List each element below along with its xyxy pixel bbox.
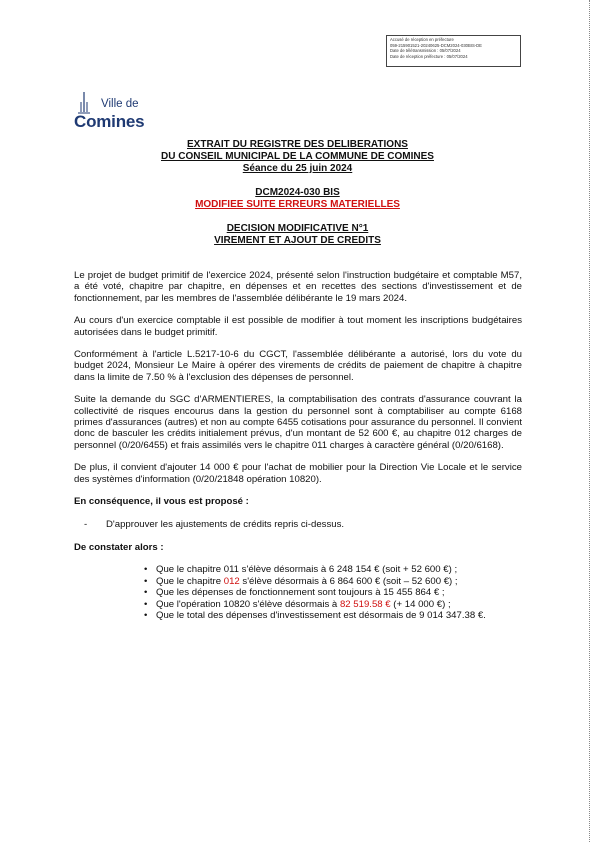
list-item-text: (+ 14 000 €) ; bbox=[390, 598, 451, 610]
document-header bbox=[60, 139, 535, 259]
paragraph-article: Conformément à l'article L.5217-10-6 du CGCT, l'assemblée délibérante a autorisé, lors du vote du budget 2024, Monsieur Le Maire à opérer des virements de crédits de paiement de chapitre à chapitre dans la limite de 7.50 % à l'exclusion des dépenses de personnel. bbox=[74, 349, 522, 383]
list-item bbox=[74, 576, 522, 587]
stamp-line: Accusé de réception en préfecture bbox=[390, 37, 454, 42]
document-body bbox=[74, 270, 522, 621]
list-item bbox=[74, 599, 522, 610]
proposal-list bbox=[74, 519, 522, 530]
paragraph-furniture: De plus, il convient d'ajouter 14 000 € pour l'achat de mobilier pour la Direction Vie Locale et le service des systèmes d'information (0/20/21848 opération 10820). bbox=[74, 462, 522, 485]
header-line-2: DU CONSEIL MUNICIPAL DE LA COMMUNE DE COMINES bbox=[161, 151, 434, 162]
decision-title: DECISION MODIFICATIVE N°1 bbox=[226, 223, 369, 234]
paragraph-budget: Le projet de budget primitif de l'exercice 2024, présenté selon l'instruction budgétaire et comptable M57, a été voté, chapitre par chapitre, en dépenses et en recettes des sections d'investissement et de fonctionnement, par les membres de l'assemblée délibérante le 19 mars 2024. bbox=[74, 270, 522, 304]
page-edge bbox=[589, 0, 591, 842]
modification-notice: MODIFIEE SUITE ERREURS MATERIELLES bbox=[195, 199, 400, 210]
church-icon bbox=[74, 92, 100, 114]
stamp-line: Date de télétransmission : 05/07/2024 bbox=[390, 48, 461, 54]
list-item-text: s'élève désormais à 6 864 600 € (soit – 52 600 €) ; bbox=[239, 575, 458, 587]
findings-list bbox=[74, 564, 522, 621]
highlight-chapter: 012 bbox=[223, 575, 240, 587]
session-date: Séance du 25 juin 2024 bbox=[242, 163, 353, 174]
constater-heading: De constater alors : bbox=[74, 541, 164, 553]
logo-ville-text: Ville de bbox=[101, 98, 139, 110]
logo-comines-text: Comines bbox=[74, 112, 145, 131]
stamp-line: Date de réception préfecture : 05/07/2024 bbox=[390, 53, 468, 59]
stamp-line: 059-215901521-20240625-DCM2024-030BIS-DE bbox=[390, 42, 482, 48]
consequence-heading: En conséquence, il vous est proposé : bbox=[74, 496, 249, 508]
list-item: • Que les dépenses de fonctionnement sont toujours à 15 455 864 € ; bbox=[74, 587, 522, 598]
paragraph-insurance: Suite la demande du SGC d'ARMENTIERES, la comptabilisation des contrats d'assurance couvrant la collectivité de risques encourus dans la gestion du personnel sont à comptabiliser au compte 6168 primes d'assurances (autres) et non au compte 6455 cotisations pour assurance du personnel. Il convient donc de basculer les crédits initialement prévus, d'un montant de 52 600 €, au chapitre 012 charges de personnel (0/20/6455) et frais assimilés vers le chapitre 011 charges à caractère général (0/20/6168). bbox=[74, 394, 522, 451]
prefecture-stamp bbox=[386, 35, 521, 67]
list-item: • Que le total des dépenses d'investissement est désormais de 9 014 347.38 €. bbox=[74, 610, 522, 621]
header-line-1: EXTRAIT DU REGISTRE DES DELIBERATIONS bbox=[187, 139, 408, 150]
list-item: • Que le chapitre 011 s'élève désormais à 6 248 154 € (soit + 52 600 €) ; bbox=[74, 564, 522, 575]
list-item-text: Que l'opération 10820 s'élève désormais à bbox=[156, 598, 340, 610]
city-logo bbox=[74, 92, 164, 136]
list-item: - D'approuver les ajustements de crédits repris ci-dessus. bbox=[74, 519, 522, 530]
paragraph-modification: Au cours d'un exercice comptable il est possible de modifier à tout moment les inscriptions budgétaires autorisées dans le budget primitif. bbox=[74, 315, 522, 338]
highlight-amount: 82 519.58 € bbox=[339, 598, 391, 610]
deliberation-reference: DCM2024-030 BIS bbox=[255, 187, 340, 198]
list-item-text: Que le chapitre bbox=[156, 575, 224, 587]
decision-subtitle: VIREMENT ET AJOUT DE CREDITS bbox=[214, 235, 381, 246]
